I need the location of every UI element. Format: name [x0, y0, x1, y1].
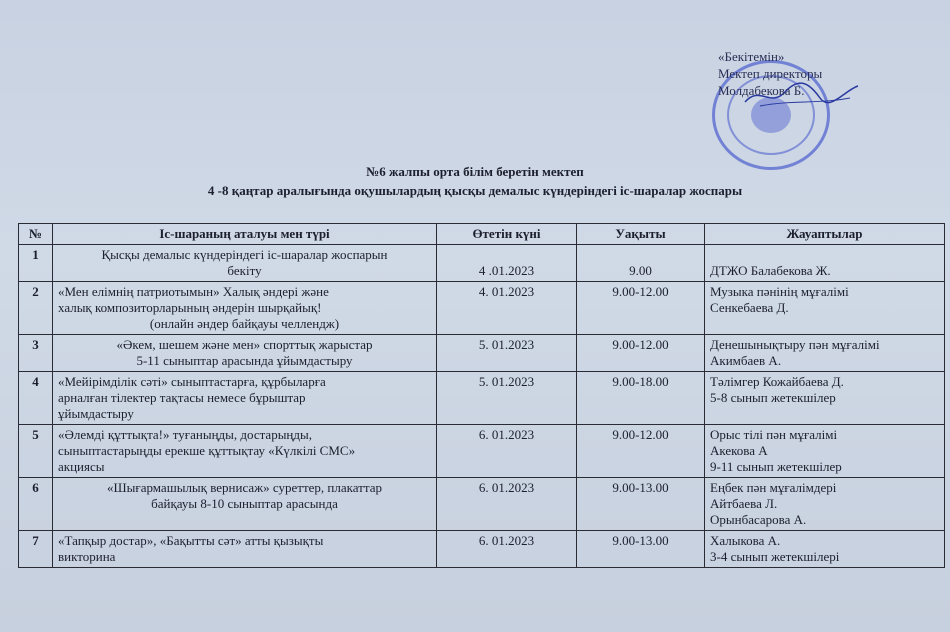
approval-block: [718, 48, 918, 99]
event-line: «Әкем, шешем және мен» спорттық жарыстар: [116, 337, 373, 352]
responsible-line: Тәлімгер Кожайбаева Д.: [710, 374, 844, 389]
responsible-line: Халыкова А.: [710, 533, 781, 548]
responsible-line: Денешынықтыру пән мұғалімі: [710, 337, 880, 352]
date-cell: 6. 01.2023: [437, 531, 577, 568]
event-line: байқауы 8-10 сыныптар арасында: [151, 496, 338, 511]
table-header-row: [19, 224, 945, 245]
responsible-line: Акекова А: [710, 443, 768, 458]
responsible-line: Акимбаев А.: [710, 353, 782, 368]
event-line: «Шығармашылық вернисаж» суреттер, плакаттар: [107, 480, 382, 495]
table-row: [19, 282, 945, 335]
responsible-line: Айтбаева Л.: [710, 496, 778, 511]
row-number: 7: [19, 531, 53, 568]
header-event: Іс-шараның аталуы мен түрі: [53, 224, 437, 245]
responsible-line: ДТЖО Балабекова Ж.: [710, 263, 831, 278]
row-number: 1: [19, 245, 53, 282]
table-row: [19, 425, 945, 478]
responsible-line: Орыс тілі пән мұғалімі: [710, 427, 838, 442]
responsible-cell: [705, 478, 945, 531]
event-line: «Әлемді құттықта!» туғаныңды, достарыңды,: [58, 427, 312, 442]
event-line: арналған тілектер тақтасы немесе бұрыштар: [58, 390, 306, 405]
event-line: викторина: [58, 549, 116, 564]
approval-position: Мектеп директоры: [718, 66, 823, 81]
responsible-cell: [705, 335, 945, 372]
table-row: [19, 335, 945, 372]
time-cell: 9.00-13.00: [577, 478, 705, 531]
responsible-line: Музыка пәнінің мұғалімі: [710, 284, 849, 299]
event-line: бекіту: [227, 263, 262, 278]
header-time: Уақыты: [577, 224, 705, 245]
responsible-line: 5-8 сынып жетекшілер: [710, 390, 836, 405]
event-cell: [53, 245, 437, 282]
time-cell: 9.00: [577, 245, 705, 282]
event-line: ұйымдастыру: [58, 406, 134, 421]
date-cell: 4. 01.2023: [437, 282, 577, 335]
events-table: [18, 223, 945, 568]
event-line: акциясы: [58, 459, 105, 474]
approval-name: Молдабекова Б.: [718, 83, 805, 98]
row-number: 6: [19, 478, 53, 531]
responsible-line: Еңбек пән мұғалімдері: [710, 480, 837, 495]
event-line: «Мейірімділік сәті» сыныптастарға, құрбыларға: [58, 374, 326, 389]
event-line: «Тапқыр достар», «Бақытты сәт» атты қызықты: [58, 533, 324, 548]
responsible-line: Сенкебаева Д.: [710, 300, 789, 315]
responsible-line: 3-4 сынып жетекшілері: [710, 549, 840, 564]
event-cell: [53, 335, 437, 372]
date-cell: 5. 01.2023: [437, 372, 577, 425]
responsible-line: Орынбасарова А.: [710, 512, 807, 527]
time-cell: 9.00-12.00: [577, 425, 705, 478]
header-responsible: Жауаптылар: [705, 224, 945, 245]
header-date: Өтетін күні: [437, 224, 577, 245]
table-row: [19, 531, 945, 568]
table-row: [19, 245, 945, 282]
table-row: [19, 478, 945, 531]
event-line: халық композиторларының әндерін шырқайық!: [58, 300, 322, 315]
date-cell: 6. 01.2023: [437, 425, 577, 478]
responsible-cell: [705, 531, 945, 568]
time-cell: 9.00-12.00: [577, 282, 705, 335]
event-line: (онлайн әндер байқауы челлендж): [149, 316, 340, 331]
event-cell: [53, 372, 437, 425]
responsible-cell: [705, 372, 945, 425]
responsible-cell: [705, 245, 945, 282]
plan-title: 4 -8 қаңтар аралығында оқушылардың қысқы демалыс күндеріндегі іс-шаралар жоспары: [207, 183, 743, 198]
event-cell: [53, 478, 437, 531]
event-cell: [53, 425, 437, 478]
time-cell: 9.00-18.00: [577, 372, 705, 425]
responsible-cell: [705, 425, 945, 478]
row-number: 5: [19, 425, 53, 478]
date-cell: 4 .01.2023: [437, 245, 577, 282]
event-line: «Мен елімнің патриотымын» Халық әндері және: [58, 284, 329, 299]
responsible-line: 9-11 сынып жетекшілер: [710, 459, 842, 474]
time-cell: 9.00-13.00: [577, 531, 705, 568]
date-cell: 6. 01.2023: [437, 478, 577, 531]
table-row: [19, 372, 945, 425]
event-cell: [53, 531, 437, 568]
event-cell: [53, 282, 437, 335]
approval-heading: «Бекітемін»: [718, 49, 785, 64]
event-line: 5-11 сыныптар арасында ұйымдастыру: [136, 353, 353, 368]
row-number: 3: [19, 335, 53, 372]
row-number: 2: [19, 282, 53, 335]
date-cell: 5. 01.2023: [437, 335, 577, 372]
event-line: Қысқы демалыс күндеріндегі іс-шаралар жоспарын: [101, 247, 388, 262]
time-cell: 9.00-12.00: [577, 335, 705, 372]
responsible-cell: [705, 282, 945, 335]
school-title: №6 жалпы орта білім беретін мектеп: [366, 164, 584, 179]
row-number: 4: [19, 372, 53, 425]
header-number: №: [19, 224, 53, 245]
event-line: сыныптастарыңды ерекше құттықтау «Күлкілі СМС»: [58, 443, 356, 458]
